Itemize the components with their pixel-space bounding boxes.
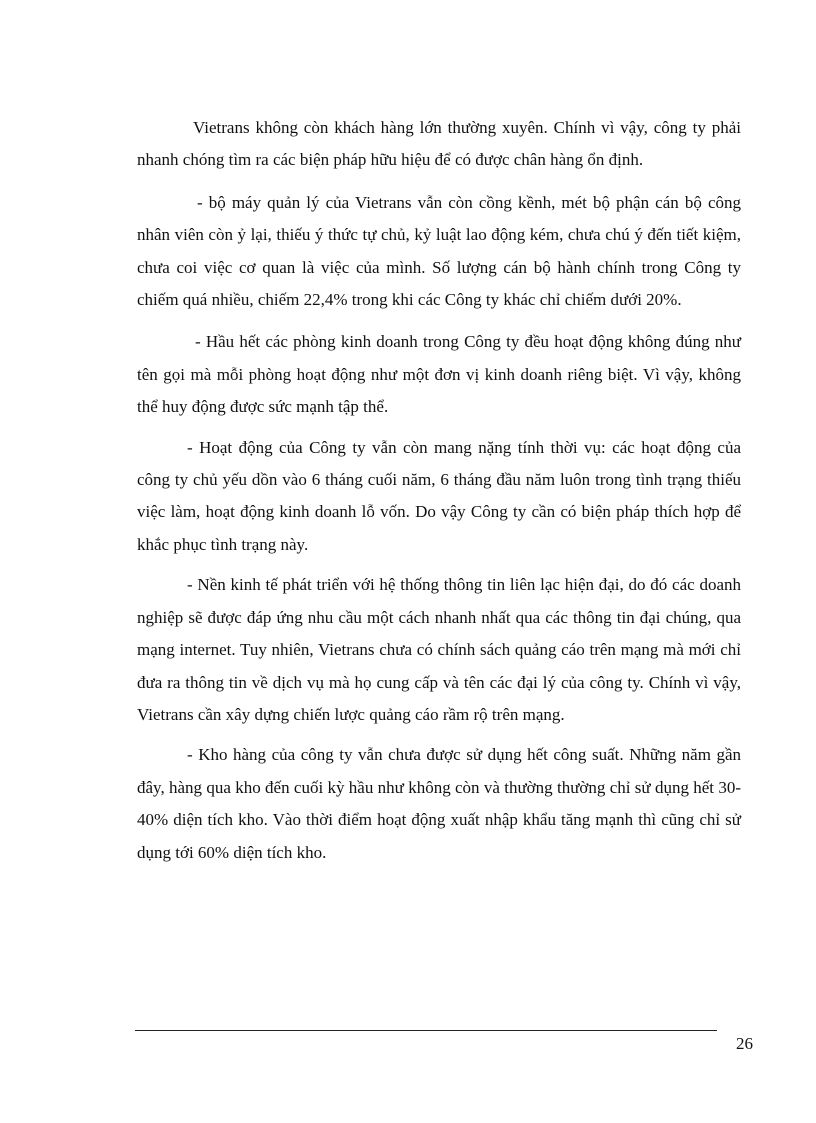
body-text <box>137 112 741 869</box>
footer-divider <box>135 1030 717 1031</box>
paragraph-warehouse: - Kho hàng của công ty vẫn chưa được sử dụng hết công suất. Những năm gần đây, hàng qua kho đến cuối kỳ hầu như không còn và thường thường chỉ sử dụng hết 30-40% diện tích kho. Vào thời điểm hoạt động xuất nhập khẩu tăng mạnh thì cũng chỉ sử dụng tới 60% diện tích kho. <box>137 745 741 862</box>
paragraph-management: - bộ máy quản lý của Vietrans vẫn còn cồng kềnh, mét bộ phận cán bộ công nhân viên còn ỷ lại, thiếu ý thức tự chủ, kỷ luật lao động kém, chưa chú ý đến tiết kiệm, chưa coi việc cơ quan là việc của mình. Số lượng cán bộ hành chính trong Công ty chiếm quá nhiều, chiếm 22,4% trong khi các Công ty khác chỉ chiếm dưới 20%. <box>137 192 741 310</box>
paragraph-departments: - Hầu hết các phòng kinh doanh trong Công ty đều hoạt động không đúng như tên gọi mà mỗi phòng hoạt động như một đơn vị kinh doanh riêng biệt. Vì vậy, không thể huy động được sức mạnh tập thể. <box>137 332 741 417</box>
paragraph-seasonality: - Hoạt động của Công ty vẫn còn mang nặng tính thời vụ: các hoạt động của công ty chủ yếu dồn vào 6 tháng cuối năm, 6 tháng đầu năm luôn trong tình trạng thiếu việc làm, hoạt động kinh doanh lỗ vốn. Do vậy Công ty cần có biện pháp thích hợp để khắc phục tình trạng này. <box>137 437 741 554</box>
paragraph-clients: Vietrans không còn khách hàng lớn thường xuyên. Chính vì vậy, công ty phải nhanh chóng tìm ra các biện pháp hữu hiệu để có được chân hàng ổn định. <box>137 118 741 170</box>
paragraph-advertising: - Nền kinh tế phát triển với hệ thống thông tin liên lạc hiện đại, do đó các doanh nghiệp sẽ được đáp ứng nhu cầu một cách nhanh nhất qua các thông tin đại chúng, qua mạng internet. Tuy nhiên, Vietrans chưa có chính sách quảng cáo trên mạng mà mới chỉ đưa ra thông tin về dịch vụ mà họ cung cấp và tên các đại lý của công ty. Chính vì vậy, Vietrans cần xây dựng chiến lược quảng cáo rầm rộ trên mạng. <box>137 575 741 724</box>
page-number: 26 <box>736 1034 753 1053</box>
